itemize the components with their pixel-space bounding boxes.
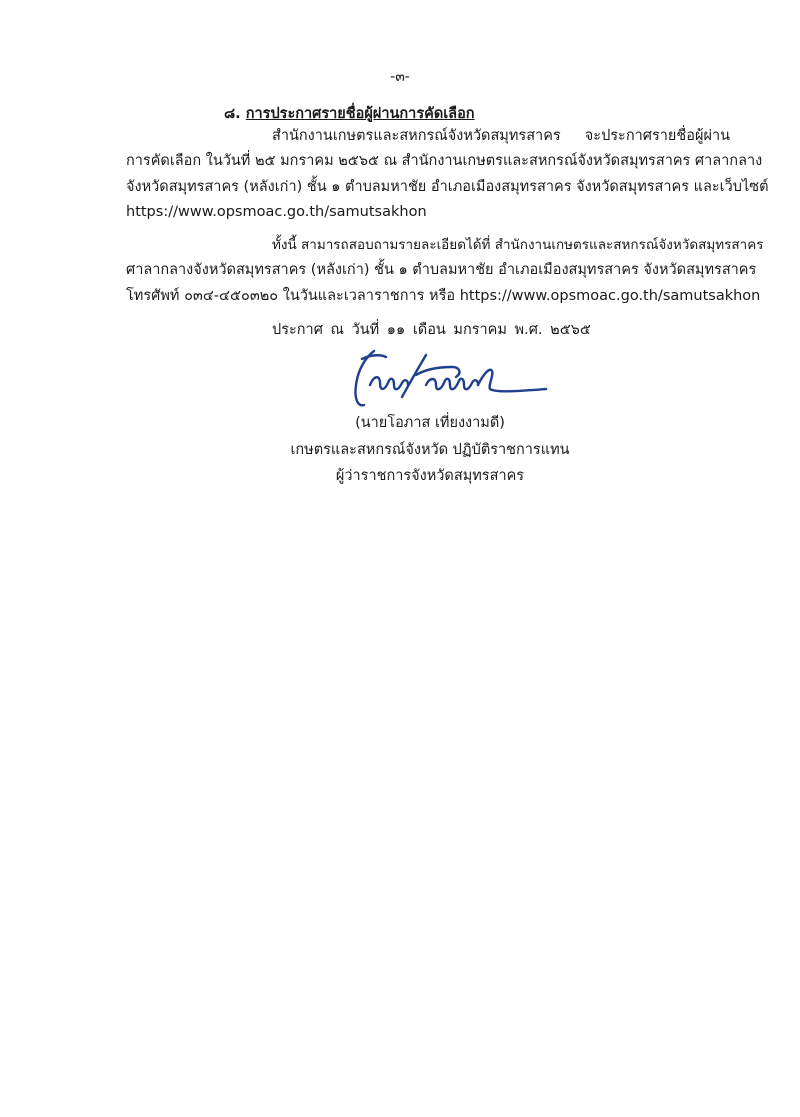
section-number: ๘. (224, 106, 241, 122)
signatory-position-line-1: เกษตรและสหกรณ์จังหวัด ปฏิบัติราชการแทน (290, 442, 570, 458)
paragraph2-line-2: ศาลากลางจังหวัดสมุทรสาคร (หลังเก่า) ชั้น ๑ ตำบลมหาชัย อำเภอเมืองสมุทรสาคร จังหวัดสมุทรสาคร (126, 262, 757, 278)
signatory-position-line-2: ผู้ว่าราชการจังหวัดสมุทรสาคร (335, 468, 525, 484)
paragraph1-line-1: สำนักงานเกษตรและสหกรณ์จังหวัดสมุทรสาคร จะประกาศรายชื่อผู้ผ่าน (272, 128, 730, 144)
section-heading (224, 102, 475, 125)
signatory-name: (นายโอภาส เที่ยงงามดี) (355, 415, 505, 431)
paragraph1-line-2: การคัดเลือก ในวันที่ ๒๕ มกราคม ๒๕๖๕ ณ สำนักงานเกษตรและสหกรณ์จังหวัดสมุทรสาคร ศาลากลาง (126, 153, 763, 169)
paragraph2-line-1: ทั้งนี้ สามารถสอบถามรายละเอียดได้ที่ สำนักงานเกษตรและสหกรณ์จังหวัดสมุทรสาคร (272, 237, 764, 253)
paragraph2-line-3: โทรศัพท์ ๐๓๔-๔๕๐๓๒๐ ในวันและเวลาราชการ หรือ https://www.opsmoac.go.th/samutsakhon (126, 288, 761, 304)
section-title: การประกาศรายชื่อผู้ผ่านการคัดเลือก (245, 106, 475, 122)
announcement-date: ประกาศ ณ วันที่ ๑๑ เดือน มกราคม พ.ศ. ๒๕๖๕ (272, 322, 591, 338)
paragraph1-line-3: จังหวัดสมุทรสาคร (หลังเก่า) ชั้น ๑ ตำบลมหาชัย อำเภอเมืองสมุทรสาคร จังหวัดสมุทรสาคร และเว็บไซต์ (126, 179, 769, 195)
handwritten-signature (340, 345, 560, 415)
page-number: -๓- (390, 69, 410, 85)
paragraph1-line-4-url[interactable]: https://www.opsmoac.go.th/samutsakhon (126, 204, 427, 220)
